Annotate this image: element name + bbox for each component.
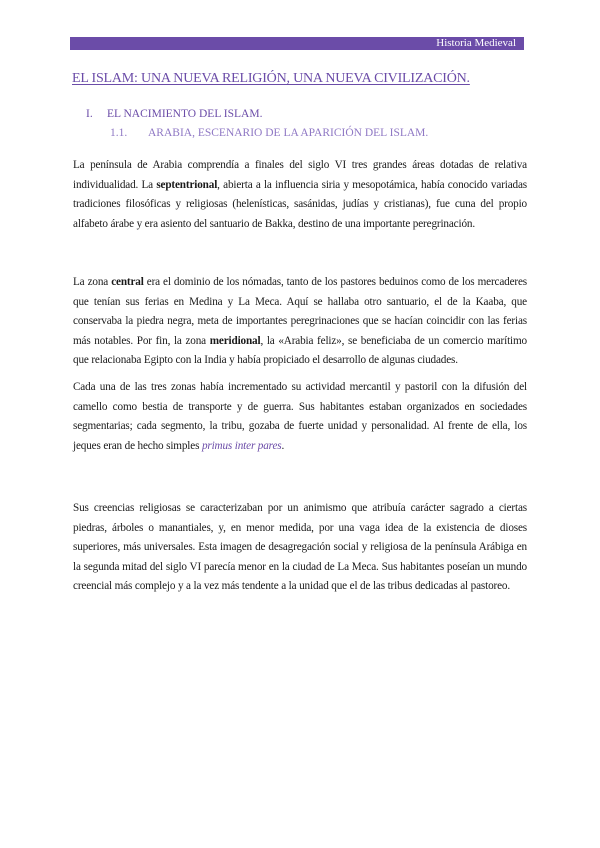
- p2-text-e: , la «Arabia feliz», se beneficiaba de un comercio marítimo que relacionaba Egipto con la India y había propiciado el desarrollo de algunas ciudades.: [73, 334, 527, 367]
- section-label: EL NACIMIENTO DEL ISLAM.: [107, 108, 263, 120]
- p1-text-a: La península de Arabia comprendía a finales del siglo VI tres grandes áreas dotadas de relativa individualidad. La: [73, 159, 527, 191]
- running-header-bar: [70, 37, 524, 50]
- paragraph-4: [73, 499, 527, 597]
- p3-text-c: .: [281, 439, 285, 452]
- p2-term-central: central: [111, 276, 144, 288]
- subsection-heading: [110, 126, 428, 141]
- subsection-label: ARABIA, ESCENARIO DE LA APARICIÓN DEL ISLAM.: [148, 127, 429, 139]
- document-title: EL ISLAM: UNA NUEVA RELIGIÓN, UNA NUEVA CIVILIZACIÓN.: [72, 71, 470, 86]
- section-heading: [86, 107, 262, 122]
- p1-text-c: , abierta a la influencia siria y mesopotámica, había conocido variadas tradiciones filosóficas y religiosas (helenísticas, sasánidas, judías y cristianas), fue cuna del propio alfabeto árabe y era asiento del santuario de Bakka, destino de una importante peregrinación.: [73, 178, 528, 230]
- paragraph-3: [73, 378, 527, 456]
- p3-text-a: Cada una de las tres zonas había incrementado su actividad mercantil y pastoril con la difusión del camello como bestia de transporte y de guerra. Sus habitantes estaban organizados en sociedades segmentarias; cada segmento, la tribu, gozaba de fuerte unidad y personalidad. Al frente de ella, los jeques eran de hecho simples: [73, 381, 527, 452]
- p4-text-a: Sus creencias religiosas se caracterizaban por un animismo que atribuía carácter sagrado a ciertas piedras, árboles o manantiales, y, en menor medida, por una vaga idea de la existencia de dioses superiores, más universales. Esta imagen de desagregación social y religiosa de la península Arábiga en la segunda mitad del siglo VI parecía menor en la ciudad de La Meca. Sus habitantes poseían un mundo creencial más complejo y a la vez más tendente a la unidad que el de las tribus dedicadas al pastoreo.: [73, 502, 527, 593]
- paragraph-2: [73, 273, 527, 371]
- p2-text-a: La zona: [73, 276, 112, 288]
- p1-term-septentrional: septentrional: [156, 178, 218, 191]
- section-number: I.: [86, 108, 93, 120]
- subsection-number: 1.1.: [110, 127, 128, 139]
- p2-text-c: era el dominio de los nómadas, tanto de los pastores beduinos como de los mercaderes que tenían sus ferias en Medina y La Meca. Aquí se hallaba otro santuario, el de la Kaaba, que conservaba la piedra negra, meta de importantes peregrinaciones que se hacían coincidir con las ferias más notables. Por fin, la zona: [73, 276, 527, 347]
- paragraph-1: [73, 156, 527, 234]
- running-header-label: Historia Medieval: [436, 37, 516, 49]
- p3-term-primus-inter-pares: primus inter pares: [201, 439, 282, 452]
- p2-term-meridional: meridional: [209, 334, 261, 347]
